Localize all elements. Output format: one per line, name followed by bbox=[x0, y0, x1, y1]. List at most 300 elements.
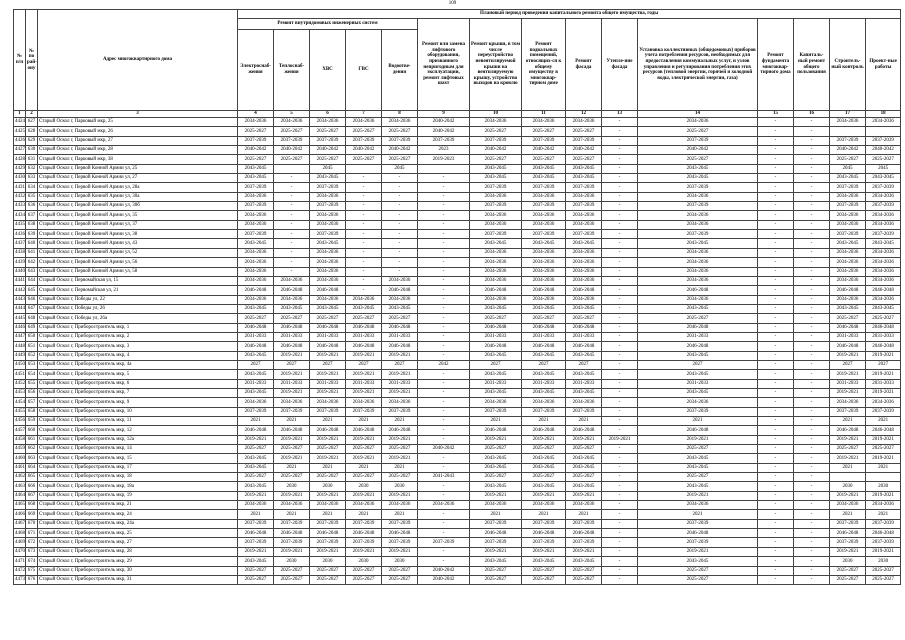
period-cell: 2043-2045 bbox=[638, 388, 758, 397]
region-number-cell: 676 bbox=[26, 575, 38, 584]
period-cell: 2019-2021 bbox=[346, 351, 382, 360]
period-cell: 2046-2048 bbox=[346, 426, 382, 435]
period-cell: 2021 bbox=[866, 510, 901, 519]
period-cell: 2037-2039 bbox=[866, 136, 901, 145]
period-cell: 2019-2021 bbox=[638, 491, 758, 500]
period-cell: 2037-2039 bbox=[346, 519, 382, 528]
period-cell: 2034-2036 bbox=[638, 295, 758, 304]
row-number-cell: 4467 bbox=[14, 519, 26, 528]
period-cell: 2043-2045 bbox=[638, 454, 758, 463]
period-cell: 2019-2021 bbox=[274, 491, 310, 500]
period-cell: 2019-2021 bbox=[238, 491, 274, 500]
period-cell: 2037-2039 bbox=[418, 136, 470, 145]
period-cell: 2034-2036 bbox=[310, 258, 346, 267]
period-cell: 2034-2036 bbox=[310, 248, 346, 257]
table-row bbox=[14, 473, 901, 482]
period-cell: 2040-2042 bbox=[418, 566, 470, 575]
region-number-cell: 654 bbox=[26, 370, 38, 379]
address-cell: Старый Оскол г, Первой Конной Армии ул, 28а bbox=[38, 183, 238, 192]
period-cell: - bbox=[794, 295, 830, 304]
repair-plan-table bbox=[13, 9, 901, 585]
row-number-cell: 4462 bbox=[14, 473, 26, 482]
period-cell: 2034-2036 bbox=[638, 267, 758, 276]
period-cell: 2034-2036 bbox=[866, 501, 901, 510]
address-cell: Старый Оскол г, Парковый мкр, 27 bbox=[38, 136, 238, 145]
header-meters: Установка коллективных (общедомовых) приборов учета потребления ресурсов, необходимых для предоставления коммунальных услуг, и узлов управления и регулирования потребления этих ресурсов (тепловой энергии, горячей и холодной воды, электрической энергии, газа) bbox=[638, 19, 758, 111]
period-cell: 2034-2036 bbox=[522, 501, 566, 510]
period-cell: 2046-2048 bbox=[382, 529, 418, 538]
period-cell: 2019-2021 bbox=[470, 547, 522, 556]
period-cell: 2034-2036 bbox=[274, 118, 310, 127]
region-number-cell: 667 bbox=[26, 491, 38, 500]
period-cell: 2043-2045 bbox=[470, 164, 522, 173]
row-number-cell: 4447 bbox=[14, 332, 26, 341]
period-cell: - bbox=[758, 370, 794, 379]
row-number-cell: 4473 bbox=[14, 575, 26, 584]
period-cell: - bbox=[382, 258, 418, 267]
period-cell: - bbox=[794, 118, 830, 127]
period-cell: - bbox=[794, 379, 830, 388]
period-cell: 2025-2027 bbox=[866, 575, 901, 584]
row-number-cell: 4470 bbox=[14, 547, 26, 556]
address-cell: Старый Оскол г, Приборостроитель мкр, 3 bbox=[38, 342, 238, 351]
period-cell: 2034-2036 bbox=[274, 295, 310, 304]
period-cell: 2034-2036 bbox=[310, 398, 346, 407]
period-cell: 2037-2039 bbox=[566, 136, 602, 145]
header-planned-period: Плановый период проведения капитального ремонта общего имущества, годы bbox=[238, 10, 901, 19]
period-cell: 2025-2027 bbox=[346, 314, 382, 323]
period-cell: - bbox=[758, 211, 794, 220]
period-cell: 2037-2039 bbox=[566, 202, 602, 211]
row-number-cell: 4454 bbox=[14, 398, 26, 407]
period-cell: - bbox=[274, 258, 310, 267]
period-cell: 2034-2036 bbox=[274, 276, 310, 285]
region-number-cell: 628 bbox=[26, 127, 38, 136]
period-cell: - bbox=[602, 482, 638, 491]
period-cell bbox=[866, 127, 901, 136]
address-cell: Старый Оскол г, Первой Конной Армии ул, 52 bbox=[38, 248, 238, 257]
period-cell: 2030 bbox=[274, 482, 310, 491]
period-cell: - bbox=[794, 248, 830, 257]
address-cell: Старый Оскол г, Приборостроитель мкр, 11 bbox=[38, 417, 238, 426]
address-cell: Старый Оскол г, Парковый мкр, 38 bbox=[38, 155, 238, 164]
period-cell: 2021 bbox=[830, 510, 866, 519]
period-cell: 2034-2036 bbox=[346, 398, 382, 407]
period-cell: 2037-2039 bbox=[866, 230, 901, 239]
period-cell: 2025-2027 bbox=[566, 314, 602, 323]
region-number-cell: 630 bbox=[26, 146, 38, 155]
period-cell: 2025-2027 bbox=[238, 155, 274, 164]
header-address: Адрес многоквартирного дома bbox=[38, 10, 238, 111]
period-cell: - bbox=[602, 164, 638, 173]
header-electric: Электроснаб-жения bbox=[238, 30, 274, 111]
period-cell: 2034-2036 bbox=[866, 220, 901, 229]
period-cell: - bbox=[794, 220, 830, 229]
period-cell: 2037-2039 bbox=[382, 407, 418, 416]
period-cell: - bbox=[794, 370, 830, 379]
period-cell: 2037-2039 bbox=[566, 230, 602, 239]
period-cell: - bbox=[794, 435, 830, 444]
period-cell: 2034-2036 bbox=[566, 276, 602, 285]
period-cell: - bbox=[602, 127, 638, 136]
period-cell: 2030 bbox=[830, 482, 866, 491]
period-cell: 2034-2036 bbox=[566, 220, 602, 229]
period-cell: 2034-2036 bbox=[866, 295, 901, 304]
period-cell: - bbox=[382, 239, 418, 248]
period-cell: 2037-2039 bbox=[346, 538, 382, 547]
period-cell: 2034-2036 bbox=[566, 267, 602, 276]
period-cell: 2019-2021 bbox=[830, 547, 866, 556]
period-cell: 2046-2048 bbox=[522, 529, 566, 538]
period-cell: 2037-2039 bbox=[522, 136, 566, 145]
period-cell: - bbox=[346, 192, 382, 201]
period-cell: - bbox=[274, 202, 310, 211]
period-cell: 2043-2045 bbox=[238, 351, 274, 360]
period-cell: 2043-2045 bbox=[566, 388, 602, 397]
period-cell: 2025-2027 bbox=[346, 445, 382, 454]
period-cell: 2037-2039 bbox=[470, 407, 522, 416]
period-cell: - bbox=[794, 267, 830, 276]
period-cell: - bbox=[794, 314, 830, 323]
address-cell: Старый Оскол г, Приборостроитель мкр, 6 bbox=[38, 379, 238, 388]
period-cell: - bbox=[346, 174, 382, 183]
address-cell: Старый Оскол г, Приборостроитель мкр, 9 bbox=[38, 398, 238, 407]
header-foundation: Ремонт фундамента многоквар-тирного дома bbox=[758, 19, 794, 111]
period-cell: - bbox=[382, 211, 418, 220]
period-cell: - bbox=[794, 164, 830, 173]
column-number: 13 bbox=[602, 111, 638, 118]
period-cell: 2037-2039 bbox=[382, 519, 418, 528]
period-cell: 2031-2033 bbox=[866, 379, 901, 388]
period-cell: 2034-2036 bbox=[310, 295, 346, 304]
period-cell: 2046-2048 bbox=[310, 286, 346, 295]
table-row bbox=[14, 183, 901, 192]
period-cell: - bbox=[274, 183, 310, 192]
row-number-cell: 4466 bbox=[14, 510, 26, 519]
row-number-cell: 4455 bbox=[14, 407, 26, 416]
table-row bbox=[14, 370, 901, 379]
period-cell: - bbox=[794, 398, 830, 407]
row-number-cell: 4451 bbox=[14, 370, 26, 379]
period-cell: 2025-2027 bbox=[638, 566, 758, 575]
period-cell: - bbox=[418, 417, 470, 426]
period-cell: - bbox=[602, 547, 638, 556]
period-cell: - bbox=[346, 276, 382, 285]
period-cell: - bbox=[602, 230, 638, 239]
period-cell: 2037-2039 bbox=[638, 136, 758, 145]
period-cell: - bbox=[794, 258, 830, 267]
period-cell: 2034-2036 bbox=[238, 295, 274, 304]
region-number-cell: 655 bbox=[26, 379, 38, 388]
table-row bbox=[14, 407, 901, 416]
period-cell: 2025-2027 bbox=[522, 445, 566, 454]
period-cell: 2019-2021 bbox=[382, 491, 418, 500]
period-cell: 2027 bbox=[382, 360, 418, 369]
period-cell: 2046-2048 bbox=[346, 323, 382, 332]
period-cell: 2031-2033 bbox=[346, 379, 382, 388]
period-cell: - bbox=[794, 323, 830, 332]
header-hvs: ХВС bbox=[310, 30, 346, 111]
period-cell: 2034-2036 bbox=[470, 220, 522, 229]
period-cell: - bbox=[794, 575, 830, 584]
period-cell: 2043-2045 bbox=[566, 239, 602, 248]
region-number-cell: 672 bbox=[26, 538, 38, 547]
period-cell: 2043-2045 bbox=[522, 557, 566, 566]
period-cell: - bbox=[794, 510, 830, 519]
period-cell: 2025-2027 bbox=[382, 575, 418, 584]
table-row bbox=[14, 211, 901, 220]
period-cell: 2025-2027 bbox=[382, 127, 418, 136]
period-cell: 2019-2021 bbox=[346, 388, 382, 397]
period-cell: 2046-2048 bbox=[566, 426, 602, 435]
period-cell: 2043-2045 bbox=[566, 454, 602, 463]
period-cell: 2040-2042 bbox=[418, 575, 470, 584]
period-cell: 2021 bbox=[830, 417, 866, 426]
period-cell: 2040-2042 bbox=[238, 146, 274, 155]
region-number-cell: 629 bbox=[26, 136, 38, 145]
period-cell: - bbox=[418, 407, 470, 416]
period-cell: - bbox=[758, 426, 794, 435]
table-row bbox=[14, 192, 901, 201]
address-cell: Старый Оскол г, Первой Конной Армии ул, 37 bbox=[38, 220, 238, 229]
period-cell: 2043-2045 bbox=[470, 463, 522, 472]
period-cell: - bbox=[418, 370, 470, 379]
period-cell: 2031-2033 bbox=[638, 332, 758, 341]
period-cell: 2025-2027 bbox=[346, 566, 382, 575]
period-cell: 2034-2036 bbox=[470, 276, 522, 285]
period-cell: 2031-2033 bbox=[566, 379, 602, 388]
period-cell: - bbox=[602, 351, 638, 360]
period-cell: 2030 bbox=[310, 482, 346, 491]
period-cell: 2025-2027 bbox=[566, 155, 602, 164]
address-cell: Старый Оскол г, Приборостроитель мкр, 24 bbox=[38, 510, 238, 519]
period-cell: 2034-2036 bbox=[522, 220, 566, 229]
period-cell: 2025-2027 bbox=[830, 314, 866, 323]
region-number-cell: 647 bbox=[26, 304, 38, 313]
period-cell: - bbox=[274, 230, 310, 239]
period-cell: 2043-2045 bbox=[470, 370, 522, 379]
period-cell: 2034-2036 bbox=[566, 398, 602, 407]
period-cell: - bbox=[794, 239, 830, 248]
region-number-cell: 665 bbox=[26, 473, 38, 482]
period-cell: 2043-2045 bbox=[566, 370, 602, 379]
period-cell: - bbox=[602, 360, 638, 369]
period-cell: - bbox=[418, 510, 470, 519]
period-cell: 2034-2036 bbox=[830, 211, 866, 220]
period-cell: 2025-2027 bbox=[470, 575, 522, 584]
period-cell: 2040-2042 bbox=[346, 146, 382, 155]
period-cell: 2043-2045 bbox=[470, 482, 522, 491]
period-cell: 2043-2045 bbox=[638, 304, 758, 313]
period-cell: 2019-2021 bbox=[346, 435, 382, 444]
period-cell: 2019-2021 bbox=[866, 388, 901, 397]
period-cell: 2034-2036 bbox=[830, 258, 866, 267]
period-cell: - bbox=[758, 314, 794, 323]
period-cell: 2043-2045 bbox=[522, 174, 566, 183]
period-cell: 2034-2036 bbox=[238, 192, 274, 201]
period-cell: 2027 bbox=[866, 360, 901, 369]
period-cell: 2037-2039 bbox=[566, 538, 602, 547]
period-cell: 2025-2027 bbox=[470, 127, 522, 136]
period-cell: 2031-2033 bbox=[382, 332, 418, 341]
period-cell: 2034-2036 bbox=[310, 220, 346, 229]
period-cell: 2034-2036 bbox=[238, 267, 274, 276]
region-number-cell: 668 bbox=[26, 501, 38, 510]
period-cell: 2030 bbox=[310, 557, 346, 566]
header-facade: Ремонт фасада bbox=[566, 19, 602, 111]
period-cell: - bbox=[794, 202, 830, 211]
period-cell: 2025-2027 bbox=[830, 445, 866, 454]
period-cell: 2025-2027 bbox=[238, 566, 274, 575]
period-cell: 2046-2048 bbox=[274, 426, 310, 435]
row-number-cell: 4464 bbox=[14, 491, 26, 500]
period-cell: 2034-2036 bbox=[866, 276, 901, 285]
period-cell: 2034-2036 bbox=[310, 501, 346, 510]
period-cell: 2025-2027 bbox=[382, 445, 418, 454]
period-cell: 2043-2045 bbox=[310, 174, 346, 183]
period-cell: - bbox=[602, 463, 638, 472]
period-cell: 2034-2036 bbox=[382, 501, 418, 510]
period-cell: 2043-2045 bbox=[566, 463, 602, 472]
header-gvs: ГВС bbox=[346, 30, 382, 111]
period-cell: 2043-2045 bbox=[238, 388, 274, 397]
table-row bbox=[14, 463, 901, 472]
period-cell: 2043-2045 bbox=[470, 174, 522, 183]
period-cell: 2037-2039 bbox=[310, 519, 346, 528]
period-cell: 2034-2036 bbox=[638, 211, 758, 220]
period-cell: 2037-2039 bbox=[522, 202, 566, 211]
period-cell: - bbox=[346, 183, 382, 192]
period-cell: 2021 bbox=[470, 417, 522, 426]
period-cell: 2025-2027 bbox=[830, 155, 866, 164]
row-number-cell: 4439 bbox=[14, 258, 26, 267]
region-number-cell: 651 bbox=[26, 342, 38, 351]
address-cell: Старый Оскол г, Первой Конной Армии ул, 30а bbox=[38, 192, 238, 201]
period-cell: - bbox=[758, 351, 794, 360]
period-cell: 2034-2036 bbox=[238, 211, 274, 220]
period-cell: 2019-2021 bbox=[274, 547, 310, 556]
period-cell: 2037-2039 bbox=[310, 202, 346, 211]
address-cell: Старый Оскол г, Приборостроитель мкр, 17 bbox=[38, 463, 238, 472]
period-cell: 2025-2027 bbox=[638, 127, 758, 136]
period-cell: 2027 bbox=[522, 360, 566, 369]
period-cell: 2021 bbox=[522, 510, 566, 519]
period-cell: - bbox=[602, 445, 638, 454]
period-cell: 2019-2021 bbox=[382, 547, 418, 556]
period-cell: - bbox=[794, 482, 830, 491]
period-cell: 2025-2027 bbox=[470, 473, 522, 482]
period-cell: - bbox=[758, 445, 794, 454]
period-cell: 2046-2048 bbox=[274, 342, 310, 351]
period-cell: 2019-2021 bbox=[866, 547, 901, 556]
region-number-cell: 638 bbox=[26, 220, 38, 229]
period-cell: 2046-2048 bbox=[866, 529, 901, 538]
period-cell: 2043-2045 bbox=[566, 164, 602, 173]
period-cell: 2034-2036 bbox=[866, 398, 901, 407]
region-number-cell: 634 bbox=[26, 183, 38, 192]
table-row bbox=[14, 118, 901, 127]
period-cell: 2023 bbox=[418, 146, 470, 155]
period-cell: 2019-2021 bbox=[566, 547, 602, 556]
period-cell: 2019-2021 bbox=[346, 547, 382, 556]
column-number: 17 bbox=[830, 111, 866, 118]
region-number-cell: 663 bbox=[26, 454, 38, 463]
period-cell: 2019-2021 bbox=[382, 370, 418, 379]
period-cell: 2037-2039 bbox=[638, 230, 758, 239]
period-cell: 2031-2033 bbox=[346, 332, 382, 341]
column-number: 11 bbox=[522, 111, 566, 118]
period-cell: - bbox=[274, 239, 310, 248]
period-cell: - bbox=[794, 304, 830, 313]
period-cell: 2034-2036 bbox=[522, 118, 566, 127]
period-cell: 2025-2027 bbox=[310, 566, 346, 575]
period-cell: 2037-2039 bbox=[238, 136, 274, 145]
period-cell: 2043-2045 bbox=[310, 304, 346, 313]
period-cell: 2034-2036 bbox=[346, 295, 382, 304]
period-cell: 2037-2039 bbox=[470, 538, 522, 547]
period-cell: - bbox=[418, 230, 470, 239]
address-cell: Старый Оскол г, Приборостроитель мкр, 4а bbox=[38, 360, 238, 369]
period-cell: - bbox=[418, 267, 470, 276]
period-cell: 2019-2021 bbox=[310, 547, 346, 556]
period-cell: 2043-2045 bbox=[638, 351, 758, 360]
period-cell: - bbox=[794, 351, 830, 360]
period-cell: 2034-2036 bbox=[830, 398, 866, 407]
period-cell: 2031-2033 bbox=[830, 332, 866, 341]
period-cell: 2019-2021 bbox=[566, 435, 602, 444]
period-cell: - bbox=[602, 248, 638, 257]
table-row bbox=[14, 379, 901, 388]
period-cell: - bbox=[418, 248, 470, 257]
period-cell: 2025-2027 bbox=[274, 314, 310, 323]
period-cell: 2031-2033 bbox=[382, 379, 418, 388]
period-cell: 2019-2021 bbox=[470, 491, 522, 500]
period-cell: 2019-2021 bbox=[346, 491, 382, 500]
period-cell: - bbox=[418, 276, 470, 285]
region-number-cell: 673 bbox=[26, 547, 38, 556]
period-cell: 2046-2048 bbox=[310, 342, 346, 351]
period-cell: - bbox=[758, 575, 794, 584]
row-number-cell: 4441 bbox=[14, 276, 26, 285]
period-cell: 2034-2036 bbox=[830, 267, 866, 276]
period-cell: 2019-2021 bbox=[866, 435, 901, 444]
period-cell: 2043-2045 bbox=[238, 454, 274, 463]
period-cell: - bbox=[602, 575, 638, 584]
period-cell: - bbox=[602, 379, 638, 388]
period-cell bbox=[830, 473, 866, 482]
period-cell: 2034-2036 bbox=[522, 211, 566, 220]
period-cell: 2030 bbox=[866, 557, 901, 566]
period-cell: 2025-2027 bbox=[638, 473, 758, 482]
period-cell: 2034-2036 bbox=[382, 276, 418, 285]
period-cell: 2046-2048 bbox=[522, 426, 566, 435]
period-cell: 2034-2036 bbox=[310, 267, 346, 276]
period-cell: - bbox=[418, 379, 470, 388]
period-cell: - bbox=[346, 258, 382, 267]
address-cell: Старый Оскол г, Парковый мкр, 28 bbox=[38, 146, 238, 155]
column-number: 7 bbox=[346, 111, 382, 118]
period-cell: 2027 bbox=[346, 360, 382, 369]
period-cell: 2025-2027 bbox=[346, 473, 382, 482]
region-number-cell: 657 bbox=[26, 398, 38, 407]
period-cell: 2046-2048 bbox=[638, 426, 758, 435]
period-cell: 2025-2027 bbox=[310, 445, 346, 454]
period-cell: - bbox=[758, 258, 794, 267]
table-row bbox=[14, 519, 901, 528]
period-cell: 2046-2048 bbox=[866, 426, 901, 435]
period-cell: - bbox=[758, 566, 794, 575]
period-cell: 2043-2045 bbox=[238, 304, 274, 313]
